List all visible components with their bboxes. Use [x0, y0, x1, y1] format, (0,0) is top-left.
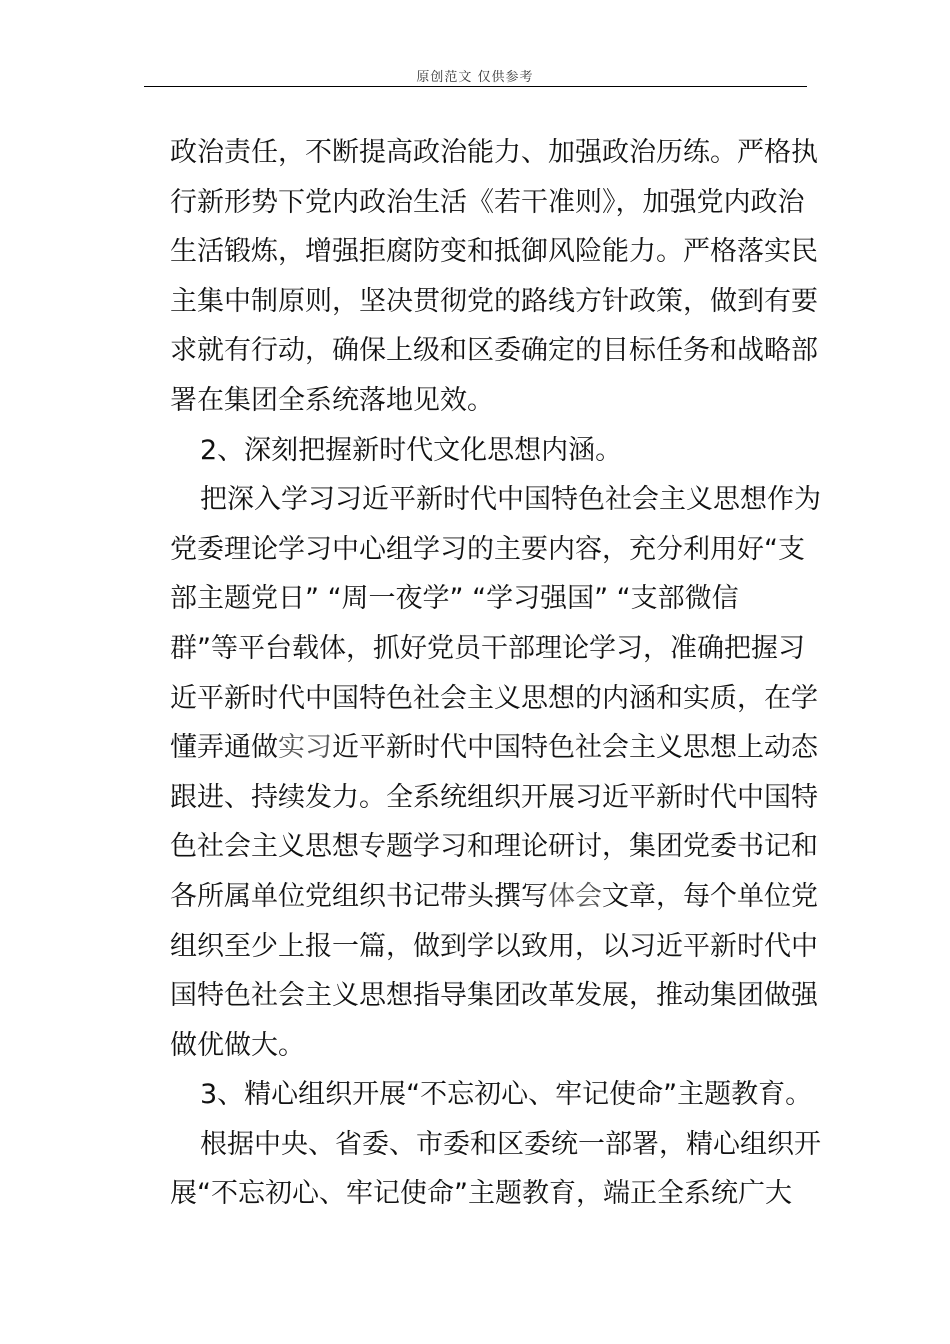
header-rule — [144, 86, 807, 87]
text-line: 生活锻炼，增强拒腐防变和抵御风险能力。严格落实民 — [170, 236, 818, 268]
text-segment: 文章，每个单位党 — [602, 880, 818, 912]
paragraph-start: 根据中央、省委、市委和区委统一部署，精心组织开 — [200, 1128, 821, 1160]
highlighted-text: 体会 — [548, 880, 602, 912]
text-line: 色社会主义思想专题学习和理论研讨，集团党委书记和 — [170, 831, 818, 863]
highlighted-text: 实习 — [278, 732, 332, 764]
text-line: 行新形势下党内政治生活《若干准则》，加强党内政治 — [170, 186, 805, 218]
text-segment: 各所属单位党组织书记带头撰写 — [170, 880, 548, 912]
text-line: 展“不忘初心、牢记使命”主题教育，端正全系统广大 — [170, 1178, 792, 1210]
page-header: 原创范文 仅供参考 — [416, 70, 534, 85]
text-line: 求就有行动，确保上级和区委确定的目标任务和战略部 — [170, 335, 818, 367]
text-line: 跟进、持续发力。全系统组织开展习近平新时代中国特 — [170, 781, 818, 813]
section-heading: 3、精心组织开展“不忘初心、牢记使命”主题教育。 — [200, 1079, 813, 1111]
text-line: 署在集团全系统落地见效。 — [170, 384, 494, 416]
text-line: 近平新时代中国特色社会主义思想的内涵和实质，在学 — [170, 682, 818, 714]
text-line — [170, 723, 818, 773]
text-line: 部主题党日” “周一夜学” “学习强国” “支部微信 — [170, 583, 739, 615]
text-line: 做优做大。 — [170, 1029, 305, 1061]
text-line: 组织至少上报一篇，做到学以致用，以习近平新时代中 — [170, 930, 818, 962]
text-line: 党委理论学习中心组学习的主要内容，充分利用好“支 — [170, 533, 805, 565]
document-body — [170, 128, 821, 1219]
text-segment: 懂弄通做 — [170, 732, 278, 764]
text-segment: 近平新时代中国特色社会主义思想上动态 — [332, 732, 818, 764]
text-line: 政治责任，不断提高政治能力、加强政治历练。严格执 — [170, 137, 818, 168]
text-line: 主集中制原则，坚决贯彻党的路线方针政策，做到有要 — [170, 285, 818, 317]
paragraph-start: 把深入学习习近平新时代中国特色社会主义思想作为 — [200, 484, 821, 516]
text-line: 群”等平台载体，抓好党员干部理论学习，准确把握习 — [170, 632, 805, 664]
text-line: 国特色社会主义思想指导集团改革发展，推动集团做强 — [170, 980, 818, 1012]
text-line — [170, 872, 818, 922]
section-heading: 2、深刻把握新时代文化思想内涵。 — [200, 434, 623, 466]
